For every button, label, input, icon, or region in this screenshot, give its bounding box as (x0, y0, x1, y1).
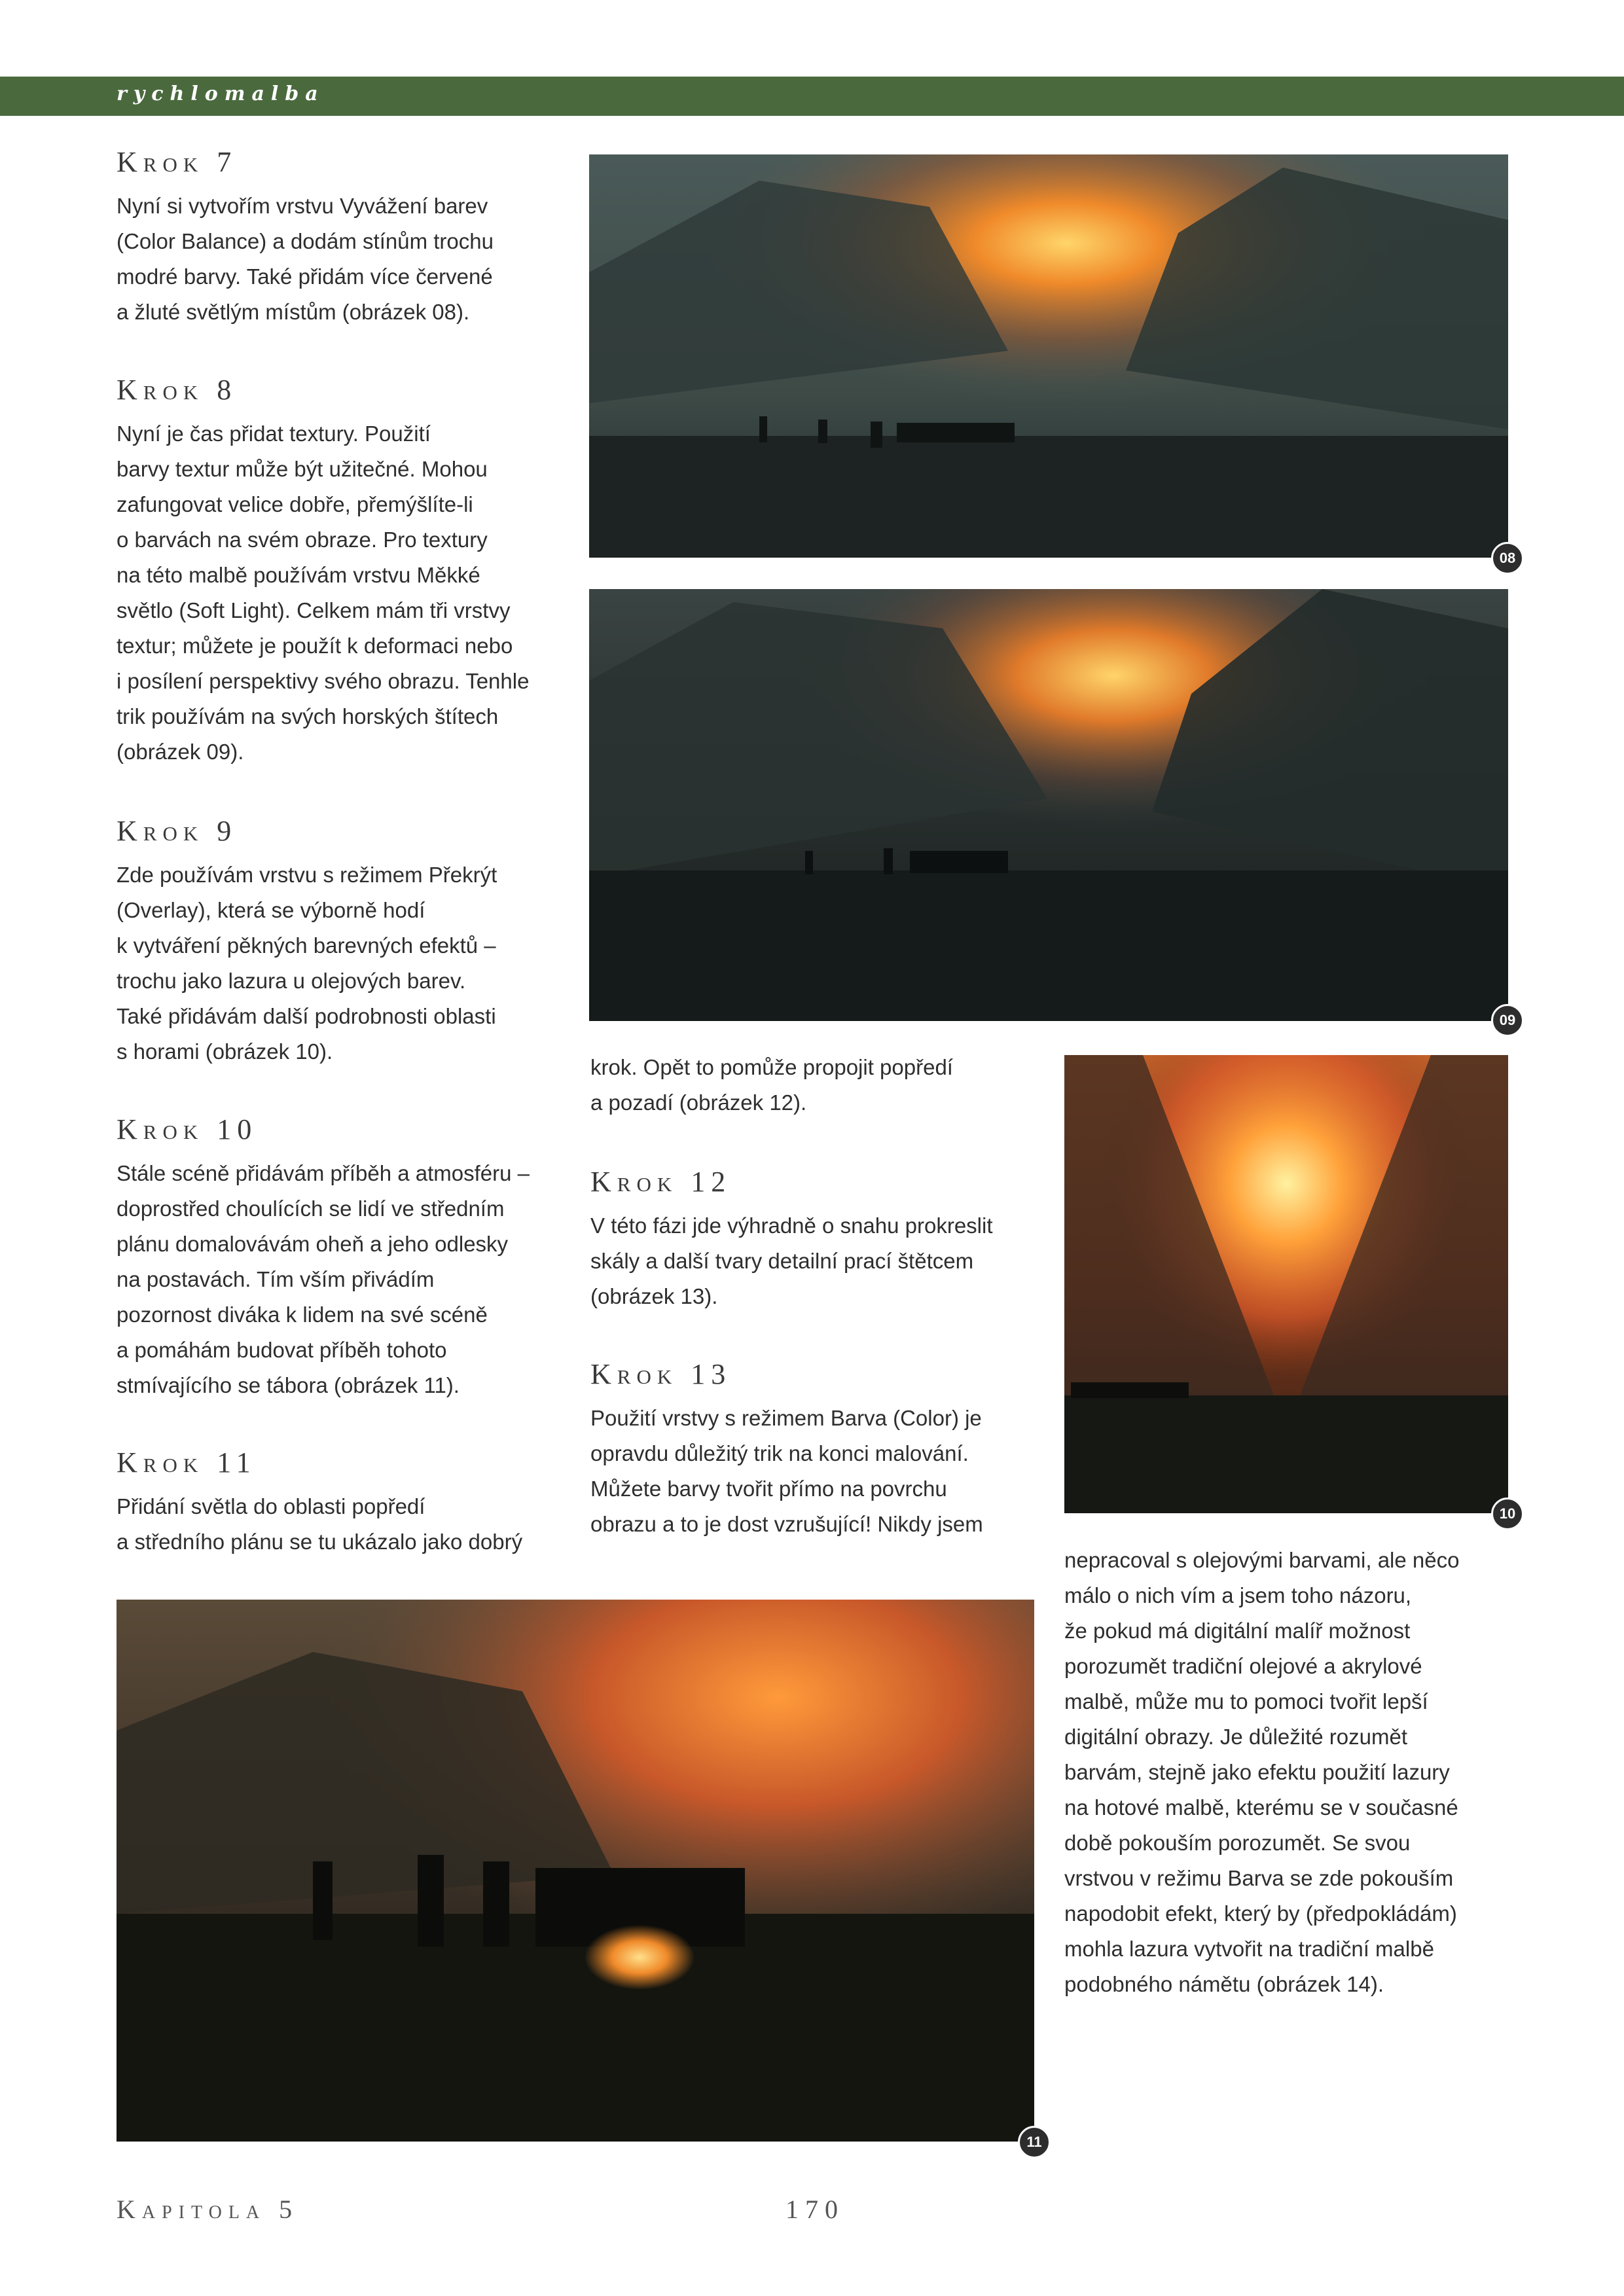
step-11-continuation: krok. Opět to pomůže propojit popředí a pozadí (obrázek 12). (590, 1055, 953, 1115)
step-title: Krok 9 (117, 815, 238, 847)
figure-08-image (589, 154, 1508, 558)
step-7 (117, 145, 575, 330)
step-9 (117, 814, 575, 1069)
step-12 (590, 1165, 1049, 1314)
step-body: Nyní si vytvořím vrstvu Vyvážení barev (Color Balance) a dodám stínům trochu modré barvy. Také přidám více červené a žluté světlým místům (obrázek 08). (117, 194, 494, 324)
step-13 (590, 1357, 1049, 1542)
step-10 (117, 1113, 575, 1403)
step-title: Krok 11 (117, 1446, 257, 1479)
step-title: Krok 12 (590, 1166, 732, 1198)
step-body: Použití vrstvy s režimem Barva (Color) je opravdu důležitý trik na konci malování. Můžete barvy tvořit přímo na povrchu obrazu a to je dost vzrušující! Nikdy jsem (590, 1406, 983, 1536)
step-body: V této fázi jde výhradně o snahu prokreslit skály a další tvary detailní prací štětcem (obrázek 13). (590, 1213, 993, 1308)
step-title: Krok 7 (117, 146, 238, 178)
figure-09-badge: 09 (1491, 1004, 1524, 1037)
step-11 (117, 1446, 575, 1560)
figure-10-badge: 10 (1491, 1498, 1524, 1530)
footer-chapter: Kapitola 5 (117, 2195, 299, 2224)
step-body: Stále scéně přidávám příběh a atmosféru – doprostřed choulících se lidí ve středním plánu domalovávám oheň a jeho odlesky na postavách. Tím vším přivádím pozornost diváka k lidem na své scéně a pomáhám budovat příběh tohoto stmívajícího se tábora (obrázek 11). (117, 1161, 530, 1397)
step-13-continuation: nepracoval s olejovými barvami, ale něco málo o nich vím a jsem toho názoru, že pokud má digitální malíř možnost porozumět tradiční olejové a akrylové malbě, může mu to pomoci tvořit lepší digitální obrazy. Je důležité rozumět barvám, stejně jako efektu použití lazury na hotové malbě, kterému se v současné době pokouším porozumět. Se svou vrstvou v režimu Barva se zde pokouším napodobit efekt, který by (předpokládám) mohla lazura vytvořit na tradiční malbě podobného námětu (obrázek 14). (1064, 1548, 1460, 1996)
step-8 (117, 373, 575, 770)
figure-10-image (1064, 1055, 1508, 1513)
step-body: Přidání světla do oblasti popředí a středního plánu se tu ukázalo jako dobrý (117, 1494, 523, 1554)
step-body: Zde používám vrstvu s režimem Překrýt (Overlay), která se výborně hodí k vytváření pěkných barevných efektů – trochu jako lazura u olejových barev. Také přidávám další podrobnosti oblasti s horami (obrázek 10). (117, 863, 497, 1064)
page-number: 170 (785, 2195, 844, 2224)
running-title: rychlomalba (117, 82, 325, 105)
step-title: Krok 8 (117, 374, 238, 406)
figure-11-badge: 11 (1018, 2126, 1051, 2159)
figure-11-image (117, 1600, 1034, 2142)
step-title: Krok 13 (590, 1358, 732, 1390)
figure-09-image (589, 589, 1508, 1021)
step-body: Nyní je čas přidat textury. Použití barvy textur může být užitečné. Mohou zafungovat velice dobře, přemýšlíte-li o barvách na svém obraze. Pro textury na této malbě používám vrstvu Měkké světlo (Soft Light). Celkem mám tři vrstvy textur; můžete je použít k deformaci nebo i posílení perspektivy svého obrazu. Tenhle trik používám na svých horských štítech (obrázek 09). (117, 422, 530, 764)
step-title: Krok 10 (117, 1113, 258, 1145)
figure-08-badge: 08 (1491, 542, 1524, 575)
